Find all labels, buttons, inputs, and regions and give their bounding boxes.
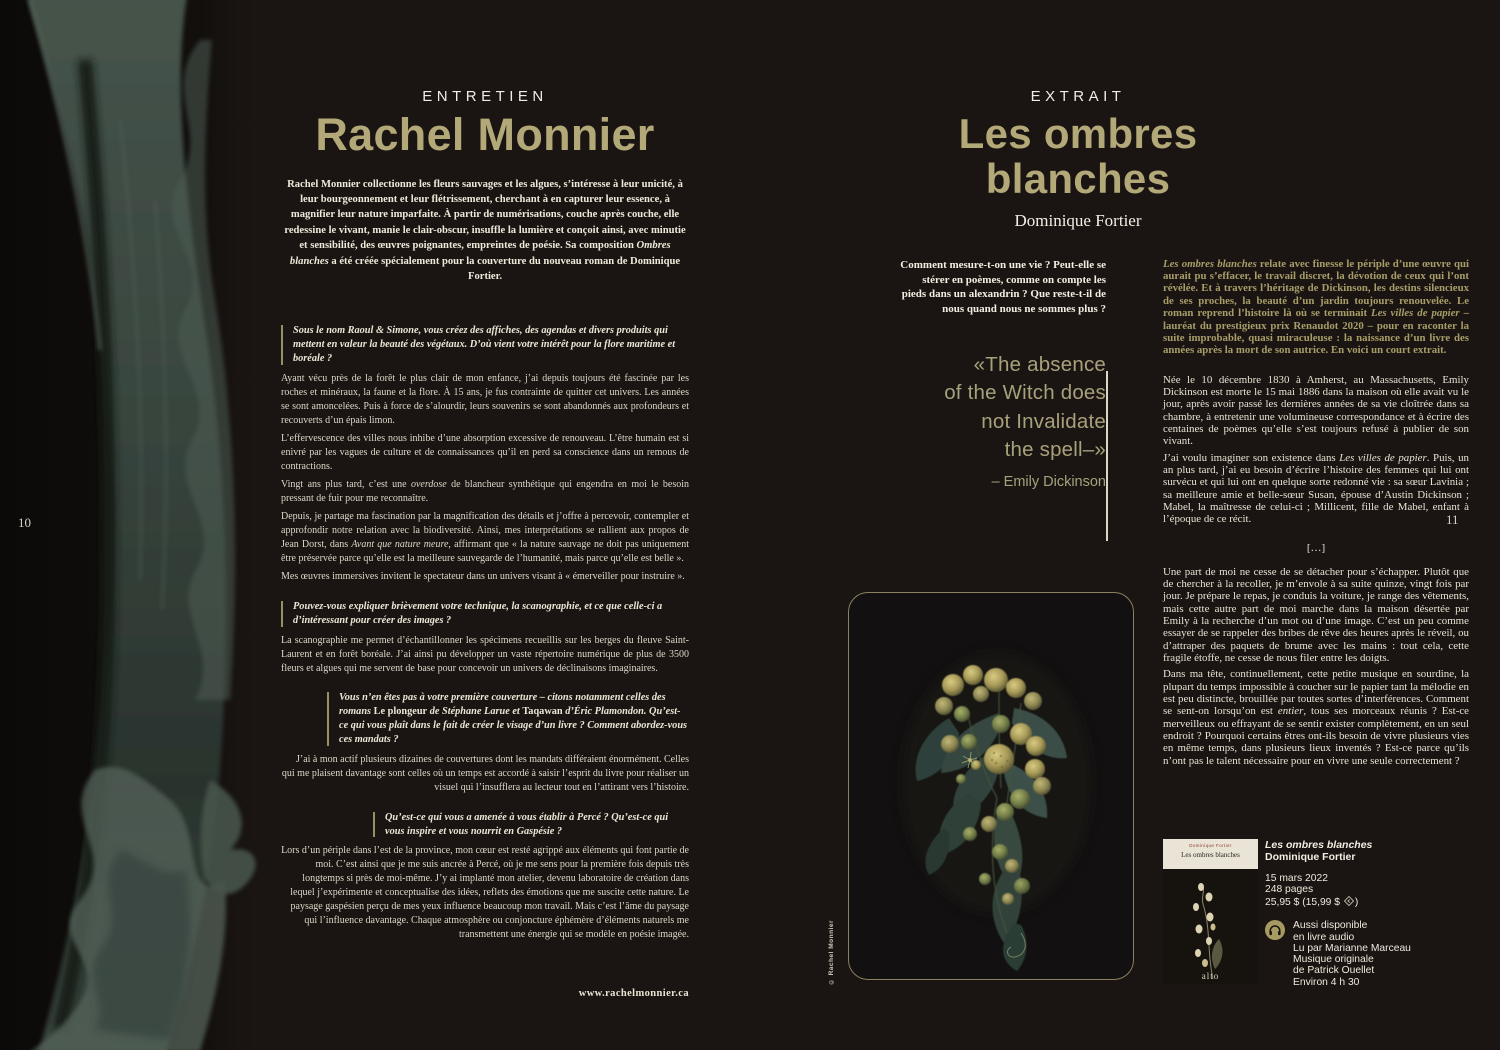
excerpt-intro-gold: Les ombres blanches relate avec finesse le périple d’une œuvre qui aurait pu s’effacer, le travail discret, la dévotion de ceux qui l’ont révélée. Et à travers l’héritage de Dickinson, les destins silencieux de ses proches, la beauté d’un jardin toujours renouvelée. Le roman reprend l’histoire là où se terminait Les villes de papier – lauréat du prestigieux prix Renaudot 2020 – pour en raconter la suite improbable, quasi miraculeuse : la naissance d’un livre des années après la mort de son autrice. En voici un court extrait. [1163, 257, 1469, 357]
excerpt-paragraph: Née le 10 décembre 1830 à Amherst, au Massachusetts, Emily Dickinson est morte le 15 mai 1886 dans la maison où elle avait vu le jour, après avoir passé les dernières années de sa vie cloîtrée dans sa chambre, à entretenir une volumineuse correspondance et à écrire des centaines de poèmes qu’elle s’est toujours refusé à publier de son vivant. [1163, 373, 1469, 448]
interview-title: Rachel Monnier [315, 109, 655, 160]
audio-line: de Patrick Ouellet [1293, 965, 1375, 977]
book-cover-top-band [1163, 839, 1258, 869]
book-cover-image [1163, 869, 1258, 984]
right-page-left-column [900, 247, 1106, 490]
quote-line: not Invalidate [981, 409, 1106, 433]
book-price [1265, 896, 1470, 908]
book-cover-author: Dominique Fortier [1189, 843, 1232, 848]
question-2-text: Pouvez-vous expliquer brièvement votre technique, la scanographie, et ce que celle-ci a d’intéressant pour créer des images ? [293, 601, 663, 627]
book-title: Les ombres blanches [1265, 839, 1373, 851]
question-bar-icon [281, 601, 283, 627]
page-number-right: 11 [1446, 512, 1459, 527]
book-info [1265, 839, 1470, 988]
question-1 [281, 324, 689, 366]
question-bar-icon [327, 692, 329, 746]
question-3 [327, 691, 689, 747]
quote-attribution: – Emily Dickinson [991, 473, 1106, 490]
answer-1-paragraph: L’effervescence des villes nous inhibe d’une absorption excessive de renouveau. L’être humain est si enivré par les vagues de culture et de connaissances qu’il en perd sa conscience dans un remous de contractions. [281, 433, 689, 473]
question-4 [373, 811, 689, 839]
excerpt-title: Les ombres blanches [958, 110, 1198, 203]
audio-line: Lu par Marianne Marceau [1293, 942, 1411, 954]
excerpt-ellipsis: […] [1306, 541, 1326, 554]
answer-1-paragraph: Depuis, je partage ma fascination par la magnification des détails et j’offre à percevoir, contempler et approfondir notre relation avec la biodiversité. Ainsi, mes interprétations se rallient aux propos de Jean Dorst, dans Avant que nature meure, affirmant que « la nature sauvage ne doit pas uniquement être préservée parce qu’elle est la meilleure sauvegarde de l’humanité, mais parce qu’elle est belle ». [281, 511, 689, 565]
question-1-text: Sous le nom Raoul & Simone, vous créez des affiches, des agendas et divers produits qui mettent en valeur la beauté des végétaux. D’où vient votre intérêt pour la flore maritime et boréale ? [293, 325, 676, 365]
cover-flower-image [1163, 869, 1258, 984]
right-page-right-column [1163, 247, 1469, 767]
question-2 [281, 600, 689, 628]
botanical-artwork-frame [848, 592, 1134, 980]
book-page-count: 248 pages [1265, 884, 1314, 896]
audio-line: Environ 4 h 30 [1293, 976, 1360, 988]
section-kicker-entretien: ENTRETIEN [422, 88, 548, 105]
book-price-text: 25,95 $ (15,99 $ [1265, 896, 1340, 908]
section-kicker-extrait: EXTRAIT [1030, 88, 1126, 105]
book-release-date: 15 mars 2022 [1265, 873, 1328, 884]
question-3-text: Vous n’en êtes pas à votre première couverture – citons notamment celles des romans Le plongeur de Stéphane Larue et Taqawan d’Éric Plamondon. Qu’est-ce qui vous plaît dans le fait de créer le visage d’un livre ? Comment abordez-vous ces mandats ? [339, 691, 688, 745]
audiobook-details [1293, 920, 1411, 988]
answer-2-paragraph: La scanographie me permet d’échantillonner les spécimens recueillis sur les berges du fleuve Saint-Laurent et en forêt boréale. J’ai ainsi pu développer un vaste répertoire numérique de plus de 3500 fleurs et algues qui me servent de base pour concevoir un univers de déclinaisons imaginaires. [281, 634, 689, 674]
botanical-artwork-image [849, 593, 1133, 979]
excerpt-paragraph: Une part de moi ne cesse de se détacher pour s’échapper. Plutôt que de chercher à la recoller, je m’envole à sa suite quinze, vingt fois par jour. Je prépare le repas, je conduis la voiture, je range des vêtements, mais cette autre part de moi marche dans la maison désertée par Emily à la recherche d’un mot ou d’une image. C’est un peu comme essayer de se rappeler des bribes de rêve des heures après le réveil, ou d’attraper des paquets de brume avec les mains : tout cela, cette fragile étoffe, ne cesse de nous filer entre les doigts. [1163, 565, 1469, 665]
excerpt-lede-questions: Comment mesure-t-on une vie ? Peut-elle se stérer en poèmes, comme on compte les pieds dans un alexandrin ? Que reste-t-il de nous quand nous ne sommes plus ? [900, 259, 1106, 316]
interview-intro: Rachel Monnier collectionne les fleurs sauvages et les algues, s’intéresse à leur unicité, à leur bourgeonnement et leur flétrissement, cherchant à en capturer leur essence, à magnifier leur nature imparfaite. À partir de numérisations, couche après couche, elle redessine le vivant, manie le clair-obscur, insuffle la lumière et conçoit ainsi, avec minutie et sensibilité, des œuvres poignantes, empreintes de poésie. Sa composition Ombres blanches a été créée spécialement pour la couverture du nouveau roman de Dominique Fortier. [284, 178, 686, 283]
headphones-icon [1265, 920, 1285, 940]
column-divider-rule [1106, 371, 1108, 541]
answer-1-paragraph: Ayant vécu près de la forêt le plus clair de mon enfance, j’ai depuis toujours été fascinée par les roches et minéraux, la faune et la flore. À 15 ans, je fus contrainte de quitter cet univers. Les années se sont amoncelées. Puis à force de s’alourdir, leurs souvenirs se sont abandonnés aux profondeurs et recouverts d’un épais limon. [281, 373, 689, 427]
excerpt-paragraph: Dans ma tête, continuellement, cette petite musique en sourdine, la plupart du temps impossible à coucher sur le papier tant la mélodie en est peu distincte, brouillée par toutes sortes d’interférences. Comment se sent-on lorsqu’on est entier, tous ses morceaux réunis ? Est-ce merveilleux ou effrayant de se sentir exister complètement, en un seul endroit ? Pourquoi certains êtres ont-ils besoin de vivre plusieurs vies en même temps, dans plusieurs lieux inventés ? Est-ce parce qu’ils n’ont pas le talent nécessaire pour en vivre une seule correctement ? [1163, 668, 1469, 767]
audio-line: Aussi disponible [1293, 920, 1368, 932]
artist-website-link[interactable]: www.rachelmonnier.ca [578, 988, 689, 1000]
excerpt-paragraph: J’ai voulu imaginer son existence dans Les villes de papier. Puis, un an plus tard, j’ai eu besoin d’écrire l’histoire des femmes qui lui ont survécu et qui lui ont en quelque sorte redonné vie : sa sœur Lavinia ; sa meilleure amie et belle-sœur Susan, épouse d’Austin Dickinson ; Mabel, la maîtresse de celui-ci ; Millicent, fille de Mabel, enfant à l’époque de ce récit. [1163, 451, 1469, 526]
answer-3-paragraph: J’ai à mon actif plusieurs dizaines de couvertures dont les mandats différaient énormément. Celles qui me plaisent davantage sont celles où un temps est accordé à saisir l’esprit du livre pour réaliser un visuel qui l’insufflera au lecteur tout en l’attirant vers l’histoire. [281, 753, 689, 793]
book-author: Dominique Fortier [1265, 851, 1356, 863]
book-cover-title: Les ombres blanches [1181, 851, 1240, 859]
dickinson-quote [900, 351, 1106, 465]
answer-4-paragraph: Lors d’un périple dans l’est de la province, mon cœur est resté agrippé aux éléments qui font partie de moi. C’est ainsi que je me suis ancrée à Percé, où je me sens pour la première fois depuis très longtemps si près de moi-même. J’y ai implanté mon atelier, devenu laboratoire de création dans lequel j’expérimente et conceptualise des idées, reflets des émotions que me suscite cette nature. Le paysage gaspésien perçu de mes yeux influence beaucoup mon travail. Mais c’est l’âme du paysage qui l’influence davantage. Chaque atmosphère ou conjoncture éphémère d’éléments naturels me transmettent une énergie qui se modèle en poésie imagée. [281, 845, 689, 941]
left-page [281, 88, 689, 999]
book-cover-thumbnail [1163, 839, 1258, 984]
right-page-header [866, 88, 1290, 231]
ebook-icon [1344, 896, 1354, 906]
audiobook-info [1265, 920, 1470, 988]
answer-1-paragraph: Mes œuvres immersives invitent le spectateur dans un univers visant à « émerveiller pour instruire ». [281, 571, 685, 583]
quote-line: «The absence [973, 352, 1106, 376]
kelp-artwork-image [0, 0, 270, 1050]
book-cover-publisher-logo: alto [1201, 971, 1220, 981]
image-credit: © Rachel Monnier [828, 920, 835, 986]
excerpt-author: Dominique Fortier [1014, 210, 1142, 230]
audio-line: en livre audio [1293, 931, 1355, 943]
audio-line: Musique originale [1293, 954, 1374, 966]
question-bar-icon [281, 325, 283, 365]
page-number-left: 10 [18, 515, 31, 530]
question-4-text: Qu’est-ce qui vous a amenée à vous établir à Percé ? Qu’est-ce qui vous inspire et vous nourrit en Gaspésie ? [385, 811, 669, 837]
answer-1-paragraph: Vingt ans plus tard, c’est une overdose de blancheur synthétique qui engendra en moi le besoin pressant de fuir pour me reconnaître. [281, 479, 689, 505]
quote-line: of the Witch does [944, 381, 1106, 405]
quote-line: the spell–» [1004, 438, 1106, 462]
question-bar-icon [373, 812, 375, 838]
book-price-close: ) [1354, 896, 1359, 908]
book-meta [1265, 873, 1470, 908]
